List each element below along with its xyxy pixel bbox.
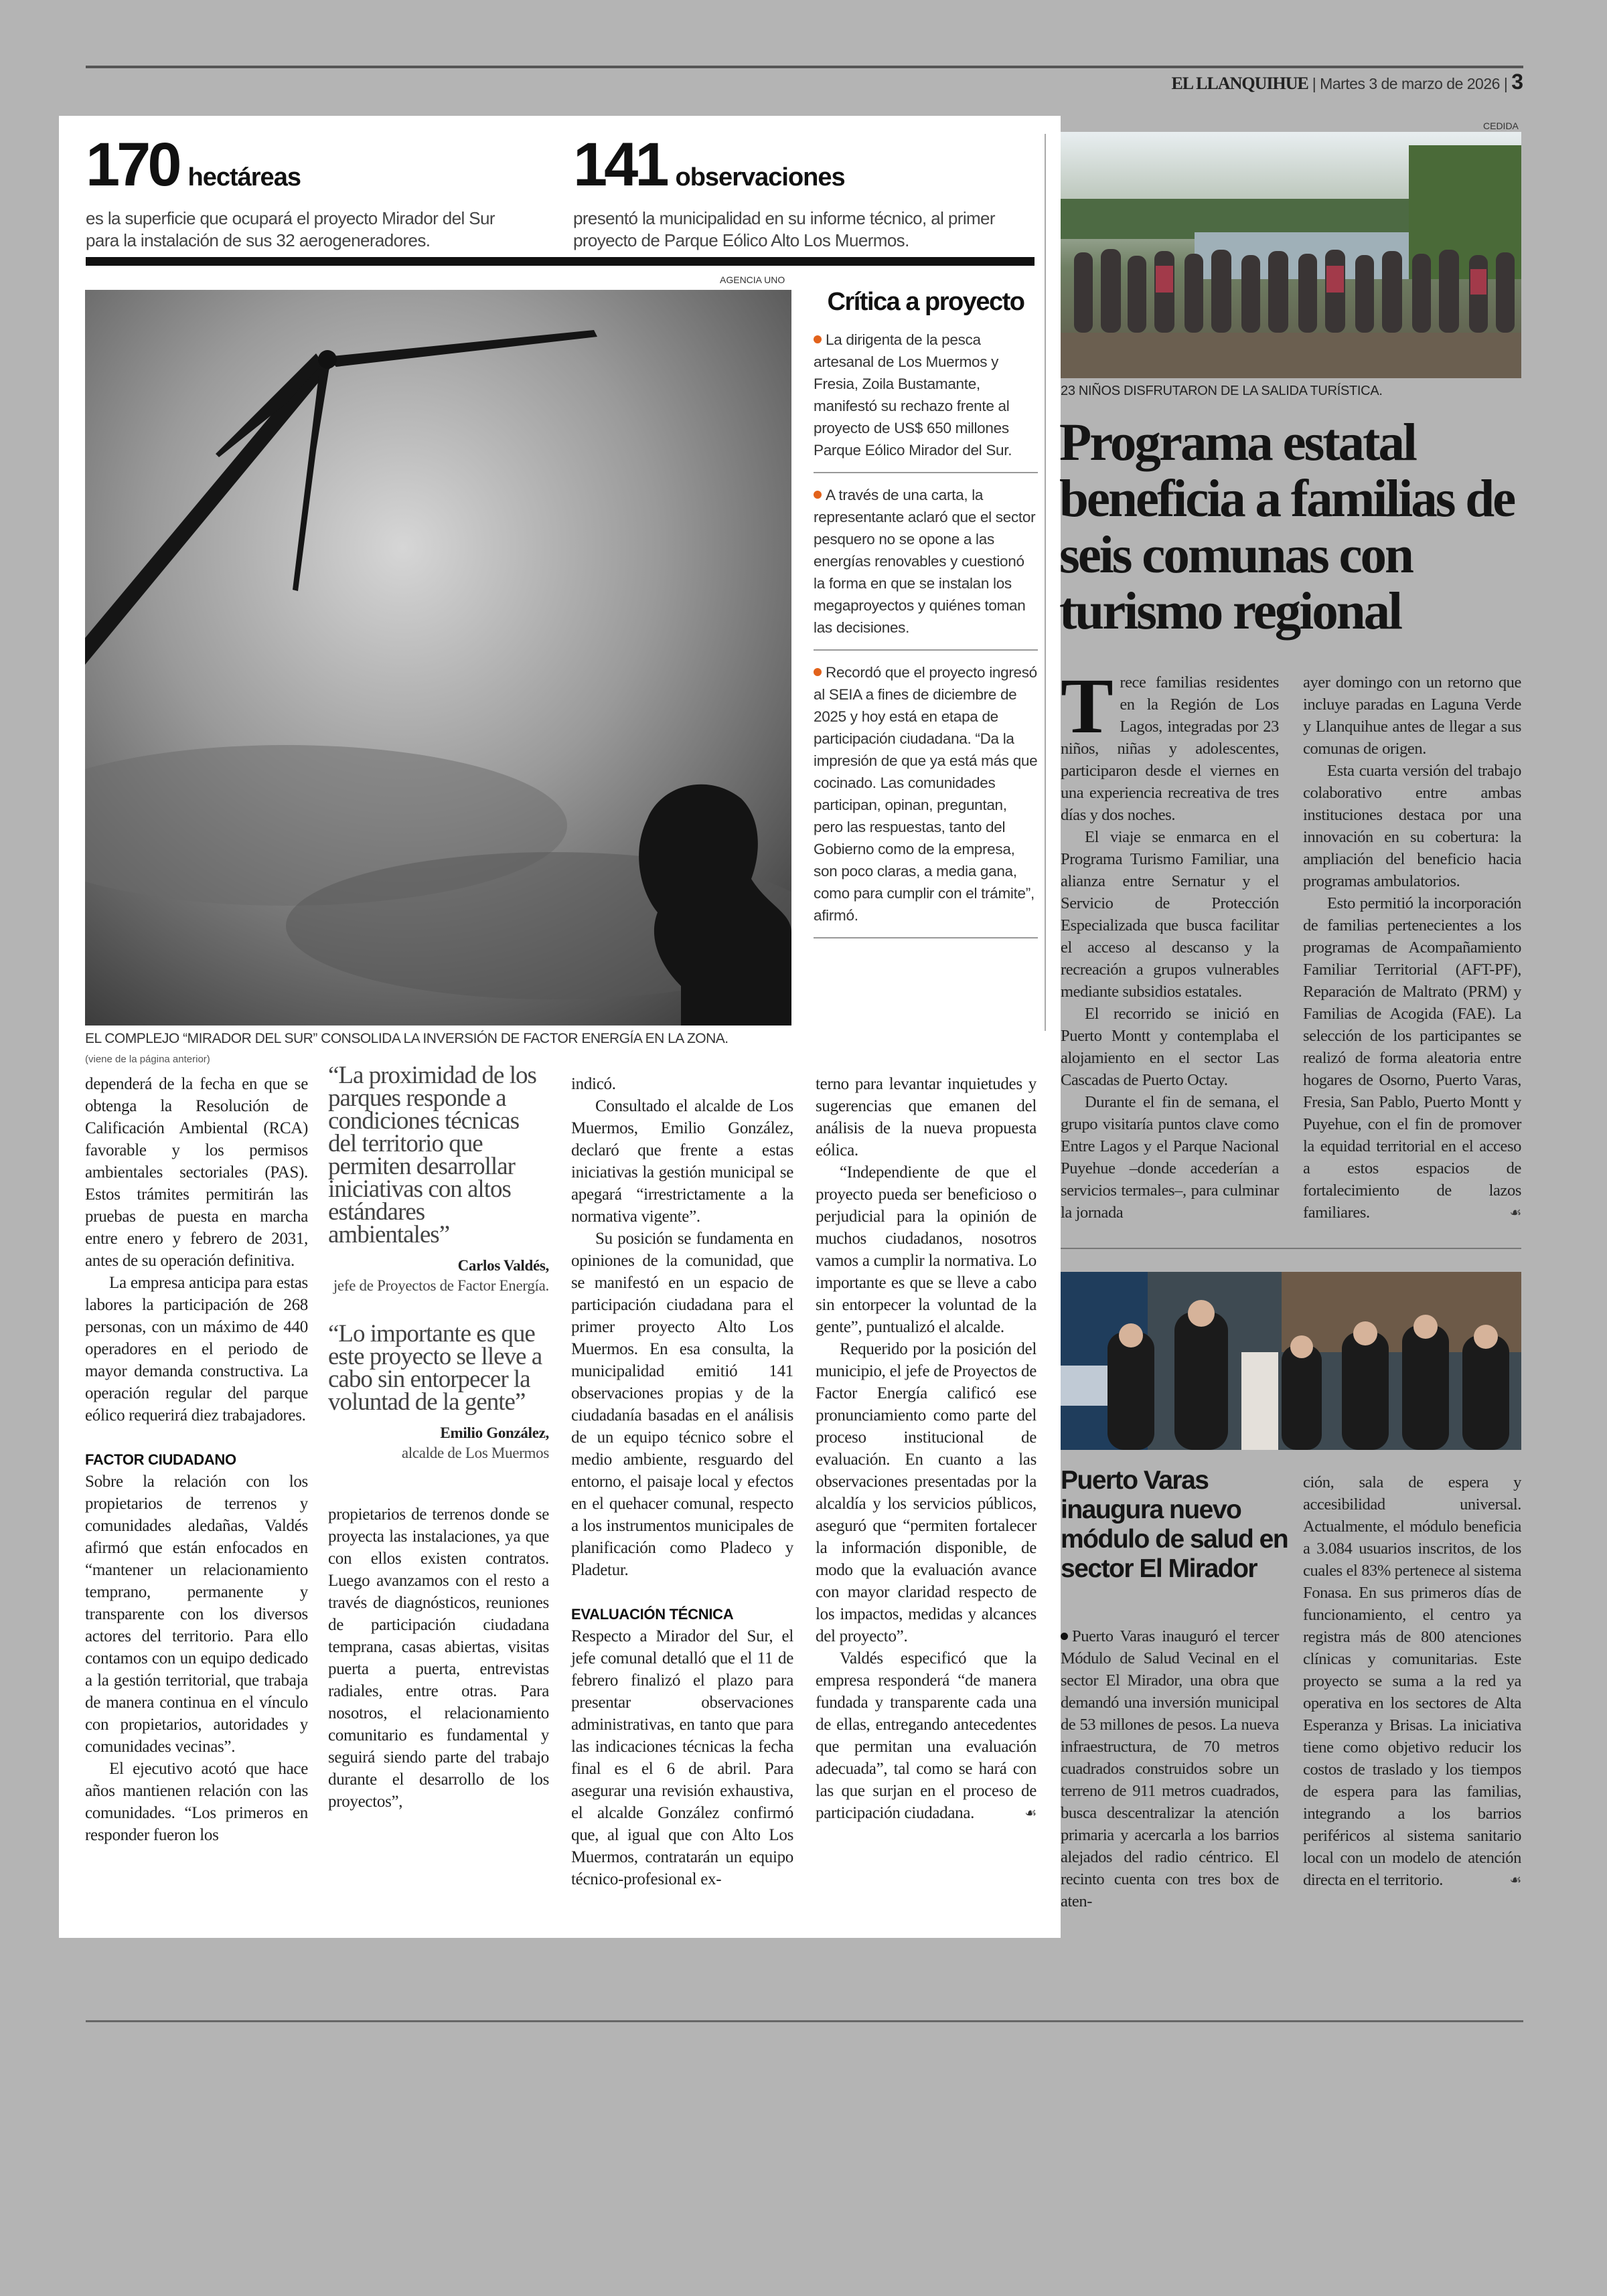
stat-description: es la superficie que ocupará el proyecto Mirador del Sur para la instalación de sus 32 aerogeneradores.	[86, 208, 495, 250]
paragraph	[85, 1758, 308, 1846]
paragraph	[571, 1625, 793, 1890]
paragraph	[1303, 760, 1521, 892]
stat-number: 141	[573, 131, 666, 199]
pull-quote: “La proximidad de los parques responde a condiciones técnicas del territorio que permiten desarrollar iniciativas con altos estándares ambientales”	[328, 1062, 536, 1248]
paragraph-text: Sobre la relación con los propietarios de terrenos y comunidades aledañas, Valdés afirmó que están enfocados en “mantener un relacionamiento temprano, permanente y transparente con los diversos actores del territorio. Para ello contamos con un equipo dedicado a la gestión territorial, que trabaja de manera continua en el vínculo con propietarios, autoridades y comunidades vecinas”.	[85, 1473, 308, 1756]
paragraph-text: rece familias residentes en la Región de Los Lagos, integradas por 23 niños, niñas y adolescentes, participaron desde el viernes en una experiencia recreativa de tres días y dos noches.	[1061, 673, 1279, 824]
divider-bar	[86, 257, 1035, 266]
bullet-icon	[814, 335, 822, 343]
sidebar-critica	[814, 288, 1038, 949]
sidebar-item	[814, 329, 1038, 473]
paragraph	[1303, 1471, 1521, 1891]
paragraph	[1061, 826, 1279, 1003]
end-mark-icon: ☙	[1509, 1872, 1521, 1888]
quote-author: Carlos Valdés,	[457, 1257, 549, 1274]
drop-cap: T	[1061, 662, 1114, 750]
paragraph-text: El recorrido se inició en Puerto Montt y contemplaba el alojamiento en el sector Las Cascadas de Puerto Octay.	[1061, 1005, 1279, 1089]
paragraph-text: Esto permitió la incorporación de familias pertenecientes a los programas de Acompañamiento Familiar Territorial (AFT-PF), Reparación de Maltrato (PRM) y Familias de Acogida (FAE). La selección de los participantes se realizó de forma aleatoria entre hogares de Osorno, Puerto Varas, Fresia, San Pablo, Puerto Montt y Puyehue, con el fin de promover la equidad territorial en el acceso a estos espacios de fortalecimiento de lazos familiares.	[1303, 894, 1521, 1222]
quote-author-role: alcalde de Los Muermos	[401, 1445, 549, 1461]
paragraph-text: Puerto Varas inauguró el tercer Módulo de Salud Vecinal en el sector El Mirador, una obra que demandó una inversión municipal de 53 millones de pesos. La nueva infraestructura, de 70 metros cuadrados construidos sobre un terreno de 911 metros cuadrados, busca descentralizar la atención primaria y acercarla a los barrios alejados del radio céntrico. El recinto cuenta con tres box de aten-	[1061, 1627, 1279, 1910]
sidebar-item-text: Recordó que el proyecto ingresó al SEIA a fines de diciembre de 2025 y hoy está en etapa de participación ciudadana. “Da la impresión de que ya está más que cocinado. Las comunidades participan, opinan, preguntan, pero las respuestas, tanto del Gobierno como de la empresa, son poco claras, a media gana, como para cumplir con el trámite”, afirmó.	[814, 664, 1038, 924]
masthead: EL LLANQUIHUE | Martes 3 de marzo de 2026 | 3	[1171, 70, 1523, 94]
subheading: EVALUACIÓN TÉCNICA	[571, 1606, 734, 1623]
photo-credit: AGENCIA UNO	[720, 274, 785, 285]
sidebar-item	[814, 661, 1038, 938]
stat-number: 170	[86, 131, 179, 199]
headline-salud: Puerto Varas inaugura nuevo módulo de salud en sector El Mirador	[1061, 1466, 1288, 1583]
paragraph	[816, 1161, 1037, 1338]
paragraph	[816, 1338, 1037, 1647]
column-divider	[1045, 134, 1046, 1031]
paragraph	[328, 1503, 549, 1813]
paragraph	[571, 1073, 793, 1095]
headline-turismo: Programa estatal beneficia a familias de seis comunas con turismo regional	[1059, 414, 1515, 641]
article-column	[1061, 662, 1279, 1224]
section-rule	[1061, 1248, 1521, 1249]
paragraph-text: indicó.	[571, 1075, 616, 1093]
sidebar-item-text: A través de una carta, la representante aclaró que el sector pesquero no se opone a las energías renovables y cuestionó la forma en que se instalan los megaproyectos y quiénes toman las decisiones.	[814, 487, 1036, 636]
paragraph-text: ayer domingo con un retorno que incluye paradas en Laguna Verde y Llanquihue antes de llegar a sus comunas de origen.	[1303, 673, 1521, 758]
paragraph-text: Valdés especificó que la empresa responderá “de manera fundada y transparente cada una de ellas, entregando antecedentes que permitan una evaluación adecuada”, tal como se hará con las que surjan en el proceso de participación ciudadana.	[816, 1649, 1037, 1822]
paragraph	[1303, 671, 1521, 760]
paragraph-text: El viaje se enmarca en el Programa Turismo Familiar, una alianza entre Sernatur y el Servicio de Protección Especializada que busca facilitar el acceso al descanso y la recreación a grupos vulnerables mediante subsidios estatales.	[1061, 828, 1279, 1001]
paragraph-text: ción, sala de espera y accesibilidad universal. Actualmente, el módulo beneficia a 3.084 usuarios inscritos, de los cuales el 83% pertenece al sistema Fonasa. En sus primeros días de funcionamiento, el centro ya registra más de 800 atenciones clínicas y comunitarias. Este proyecto se suma a la red ya operativa en los sectores de Alta Esperanza y Brisas. La iniciativa tiene como objetivo reducir los costos de traslado y los tiempos de espera para las familias, integrando a los barrios periféricos al sistema sanitario local con un modelo de atención directa en el territorio.	[1303, 1473, 1521, 1889]
wind-turbine-photo	[85, 290, 791, 1026]
paragraph	[571, 1228, 793, 1581]
paragraph	[816, 1647, 1037, 1824]
article-column	[816, 1073, 1037, 1824]
paragraph	[1061, 1003, 1279, 1091]
paragraph-text: Esta cuarta versión del trabajo colaborativo entre ambas instituciones destaca por una innovación en su cobertura: la ampliación del beneficio hacia programas ambulatorios.	[1303, 762, 1521, 890]
stat-observations	[573, 131, 1042, 252]
sidebar-item-text: La dirigenta de la pesca artesanal de Los Muermos y Fresia, Zoila Bustamante, manifestó su rechazo frente al proyecto de US$ 650 millones Parque Eólico Mirador del Sur.	[814, 331, 1012, 459]
article-column	[1061, 1625, 1279, 1912]
article-column	[1303, 671, 1521, 1224]
paragraph-text: Consultado el alcalde de Los Muermos, Emilio González, declaró que frente a estas iniciativas la gestión municipal se apegará “irrestrictamente a la normativa vigente”.	[571, 1097, 793, 1226]
pull-quote: “Lo importante es que este proyecto se lleve a cabo sin entorpecer la voluntad de la gente”	[328, 1320, 542, 1416]
article-column	[571, 1073, 793, 1890]
quote-author-role: jefe de Proyectos de Factor Energía.	[333, 1277, 549, 1294]
paragraph-text: “Independiente de que el proyecto pueda ser beneficioso o perjudicial para la opinión de muchos ciudadanos, nosotros vamos a cumplir la normativa. Lo importante es que se lleve a cabo sin entorpecer la voluntad de la gente”, puntualizó el alcalde.	[816, 1163, 1037, 1336]
end-mark-icon: ☙	[1509, 1204, 1521, 1220]
paragraph	[1061, 662, 1279, 826]
issue-date: Martes 3 de marzo de 2026	[1320, 75, 1500, 92]
stat-hectares	[86, 131, 554, 252]
sidebar-item	[814, 484, 1038, 651]
paragraph	[1303, 892, 1521, 1224]
paragraph-text: Respecto a Mirador del Sur, el jefe comunal detalló que el 11 de febrero finalizó el plazo para presentar observaciones administrativas, en tanto que para las indicaciones técnicas la fecha final es el 6 de abril. Para asegurar una revisión exhaustiva, el alcalde González confirmó que, al igual que con Alto Los Muermos, contratarán un equipo técnico-profesional ex-	[571, 1627, 793, 1888]
sidebar-title: Crítica a proyecto	[827, 288, 1024, 316]
end-mark-icon: ☙	[1024, 1805, 1037, 1821]
article-column	[85, 1073, 308, 1846]
children-group-photo	[1061, 132, 1521, 378]
continuation-note: (viene de la página anterior)	[85, 1054, 210, 1065]
paragraph-text: Requerido por la posición del municipio, el jefe de Proyectos de Factor Energía calificó ese pronunciamiento como parte del proceso institucional de evaluación. En cuanto a las observaciones presentadas por la alcaldía y los servicios públicos, aseguró que “permiten fortalecer la información disponible, de modo que la evaluación avance con mayor claridad respecto de los impactos, medidas y alcances del proyecto”.	[816, 1340, 1037, 1645]
newspaper-name: EL LLANQUIHUE	[1171, 74, 1308, 93]
paragraph-text: terno para levantar inquietudes y sugerencias que emanen del análisis de la nueva propuesta eólica.	[816, 1075, 1037, 1159]
paragraph	[1061, 1625, 1279, 1912]
paragraph-text: Su posición se fundamenta en opiniones de la comunidad, que se manifestó en un espacio de participación ciudadana para el primer proyecto Alto Los Muermos. En esa consulta, la municipalidad emitió 141 observaciones propias y de la ciudadanía basadas en el análisis de un equipo técnico sobre el medio ambiente, resguardo del entorno, el paisaje local y efectos en el quehacer comunal, respecto a los instrumentos municipales de planificación como Pladeco y Pladetur.	[571, 1230, 793, 1579]
paragraph	[85, 1272, 308, 1426]
paragraph-text: El ejecutivo acotó que hace años mantienen relación con las comunidades. “Los primeros en responder fueron los	[85, 1760, 308, 1844]
stat-unit: hectáreas	[187, 163, 301, 191]
bottom-rule	[86, 2020, 1523, 2022]
top-rule	[86, 66, 1523, 68]
paragraph-text: La empresa anticipa para estas labores la participación de 268 personas, con un máximo de 440 operadores en el periodo de mayor demanda constructiva. La operación regular del parque eólico requerirá diez trabajadores.	[85, 1274, 308, 1424]
paragraph	[571, 1095, 793, 1228]
article-column	[328, 1064, 549, 1813]
paragraph-text: Durante el fin de semana, el grupo visitaría puntos clave como Entre Lagos y el Parque Nacional Puyehue –donde accederían a servicios termales–, para culminar la jornada	[1061, 1093, 1279, 1222]
bullet-icon	[1061, 1633, 1068, 1640]
stat-unit: observaciones	[675, 163, 845, 191]
bullet-icon	[814, 668, 822, 676]
paragraph	[85, 1471, 308, 1758]
health-module-inauguration-photo	[1061, 1272, 1521, 1450]
stat-description: presentó la municipalidad en su informe técnico, al primer proyecto de Parque Eólico Alto Los Muermos.	[573, 208, 995, 250]
photo-caption: 23 NIÑOS DISFRUTARON DE LA SALIDA TURÍSTICA.	[1061, 384, 1383, 398]
quote-author: Emilio González,	[440, 1424, 549, 1441]
bullet-icon	[814, 491, 822, 499]
article-column	[1303, 1471, 1521, 1891]
photo-credit: CEDIDA	[1483, 120, 1519, 131]
paragraph-text: propietarios de terrenos donde se proyecta las instalaciones, ya que con ellos existen contratos. Luego avanzamos con el resto a través de diagnósticos, reuniones de participación ciudadana temprana, casas abiertas, visitas puerta a puerta, entrevistas radiales, entre otras. Para nosotros, el relacionamiento comunitario es fundamental y seguirá siendo parte del trabajo durante el desarrollo de los proyectos”,	[328, 1505, 549, 1811]
paragraph	[85, 1073, 308, 1272]
paragraph	[816, 1073, 1037, 1161]
photo-caption: EL COMPLEJO “MIRADOR DEL SUR” CONSOLIDA LA INVERSIÓN DE FACTOR ENERGÍA EN LA ZONA.	[85, 1031, 729, 1046]
page-number: 3	[1511, 70, 1523, 94]
paragraph	[1061, 1091, 1279, 1224]
paragraph-text: dependerá de la fecha en que se obtenga la Resolución de Calificación Ambiental (RCA) favorable y los permisos ambientales sectoriales (PAS). Estos trámites permitirán las pruebas de puesta en marcha entre enero y febrero de 2031, antes de su operación definitiva.	[85, 1075, 308, 1270]
subheading: FACTOR CIUDADANO	[85, 1451, 236, 1468]
